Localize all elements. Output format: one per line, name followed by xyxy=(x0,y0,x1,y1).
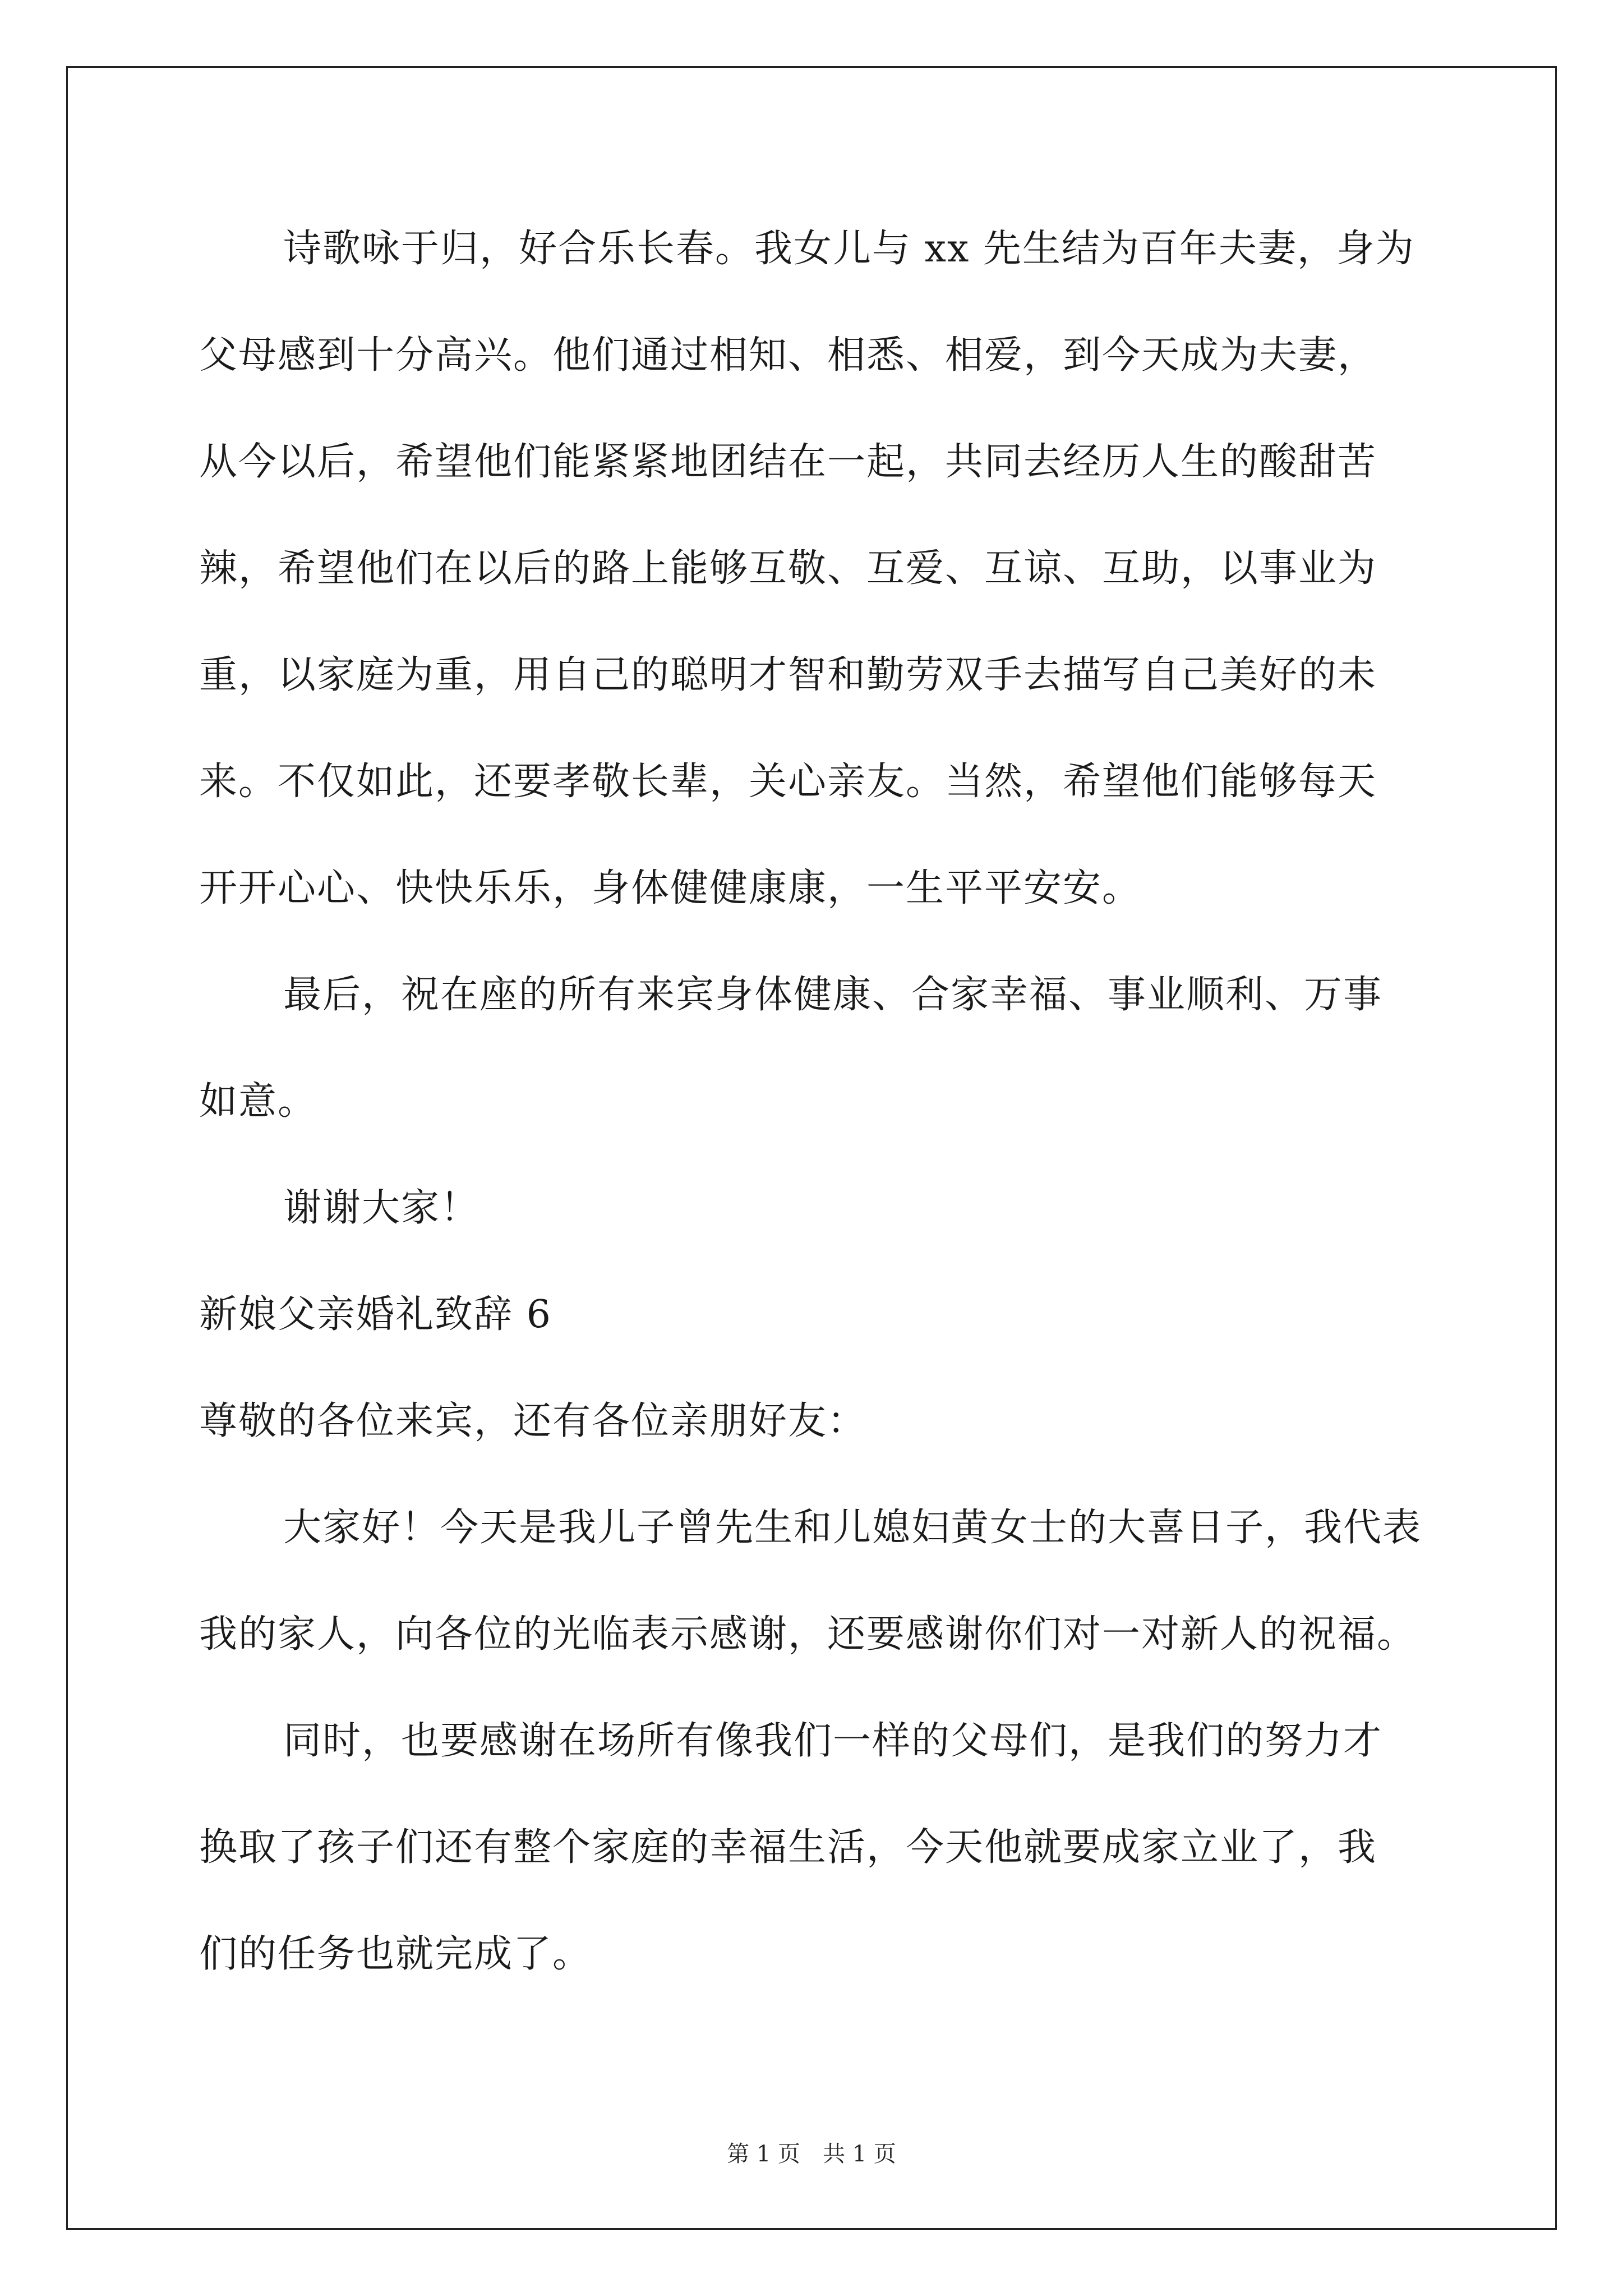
paragraph-line: 辣，希望他们在以后的路上能够互敬、互爱、互谅、互助，以事业为 xyxy=(199,546,1377,591)
page-footer: 第 1 页 共 1 页 xyxy=(727,2141,896,2167)
paragraph-line: 同时，也要感谢在场所有像我们一样的父母们，是我们的努力才 xyxy=(283,1719,1383,1763)
paragraph-line: 大家好！今天是我儿子曾先生和儿媳妇黄女士的大喜日子，我代表 xyxy=(283,1506,1422,1550)
paragraph-line: 谢谢大家！ xyxy=(283,1186,480,1230)
paragraph-line: 父母感到十分高兴。他们通过相知、相悉、相爱，到今天成为夫妻， xyxy=(199,333,1377,378)
paragraph-line: 如意。 xyxy=(199,1079,317,1124)
paragraph-line: 换取了孩子们还有整个家庭的幸福生活，今天他就要成家立业了，我 xyxy=(199,1825,1377,1870)
page-border xyxy=(66,66,1557,2230)
paragraph-line: 诗歌咏于归，好合乐长春。我女儿与 xx 先生结为百年夫妻，身为 xyxy=(283,227,1415,271)
paragraph-line: 最后，祝在座的所有来宾身体健康、合家幸福、事业顺利、万事 xyxy=(283,973,1383,1017)
paragraph-line: 开开心心、快快乐乐，身体健健康康，一生平平安安。 xyxy=(199,866,1142,910)
paragraph-line: 来。不仅如此，还要孝敬长辈，关心亲友。当然，希望他们能够每天 xyxy=(199,760,1377,804)
paragraph-line: 从今以后，希望他们能紧紧地团结在一起，共同去经历人生的酸甜苦 xyxy=(199,440,1377,484)
paragraph-line: 我的家人，向各位的光临表示感谢，还要感谢你们对一对新人的祝福。 xyxy=(199,1612,1417,1657)
paragraph-line: 重，以家庭为重，用自己的聪明才智和勤劳双手去描写自己美好的未 xyxy=(199,653,1377,697)
section-heading: 新娘父亲婚礼致辞 6 xyxy=(199,1292,552,1337)
paragraph-line: 们的任务也就完成了。 xyxy=(199,1932,592,1976)
salutation: 尊敬的各位来宾，还有各位亲朋好友： xyxy=(199,1399,867,1443)
